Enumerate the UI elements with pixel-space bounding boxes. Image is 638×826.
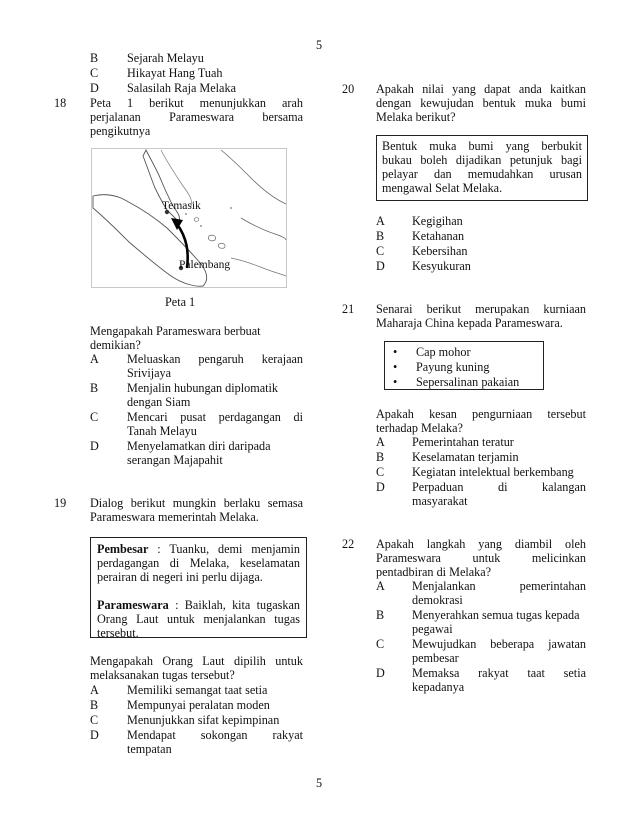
q22-number: 22 [342,537,355,551]
q20-box-line-4: mengawal Selat Melaka. [382,181,503,195]
q22-option-d-line-1: Memaksa rakyat taat setia [412,666,586,680]
q20-option-b-letter: B [376,229,385,243]
q21-list-item-1 [391,345,537,360]
q19-stem-line-1: Dialog berikut mungkin berlaku semasa [90,496,303,510]
q21-question-line-2: terhadap Melaka? [376,421,463,435]
q21-stem-line-2: Maharaja China kepada Parameswara. [376,316,563,330]
q18-option-c-letter: C [90,410,99,424]
q19-option-b-letter: B [90,698,99,712]
q22-stem-line-3: pentadbiran di Melaka? [376,565,492,579]
q18-option-d-letter: D [90,439,99,453]
q22-option-c-line-2: pembesar [412,651,459,665]
q18-stem-line-1: Peta 1 berikut menunjukkan arah [90,96,303,110]
q20-number: 20 [342,82,355,96]
q22-option-b-line-1: Menyerahkan semua tugas kepada [412,608,580,622]
q19-stem-line-2: Parameswara memerintah Melaka. [90,510,259,524]
bullet-1: • [393,345,398,359]
q18-option-a-line-1: Meluaskan pengaruh kerajaan [127,352,303,366]
q19-option-d-line-2: tempatan [127,742,172,756]
bullet-3: • [393,375,398,389]
q21-question [376,407,586,435]
q18-number: 18 [54,96,67,110]
q22-option-c [412,637,586,665]
q20-box-line-3: pelayar dan memudahkan urusan [382,167,582,181]
q18-option-a-letter: A [90,352,99,366]
peta-1-map [91,148,287,288]
q22-option-d [412,666,586,694]
q20-option-a-text: Kegigihan [412,214,463,228]
q19-dialog-line-4-rest: : Baiklah, kita tugaskan [168,598,300,612]
q19-dialog-box [90,537,307,638]
q21-option-d-line-1: Perpaduan di kalangan [412,480,586,494]
q22-option-a [412,579,586,607]
q20-option-c-letter: C [376,244,385,258]
q21-option-c-text: Kegiatan intelektual berkembang [412,465,574,479]
q18-option-c-line-2: Tanah Melayu [127,424,197,438]
q18-option-d-line-1: Menyelamatkan diri daripada [127,439,271,453]
q21-stem-line-1: Senarai berikut merupakan kurniaan [376,302,586,316]
q18-option-d [127,439,303,467]
q18-option-a-line-2: Srivijaya [127,366,172,380]
q19-dialog-line-4 [97,598,300,612]
q18-option-b-letter: B [90,381,99,395]
q20-option-a-letter: A [376,214,385,228]
q21-option-d [412,480,586,508]
page-number-bottom: 5 [315,776,323,790]
map-label-temasik: Temasik [162,200,201,212]
q20-stem-line-3: Melaka berikut? [376,110,456,124]
q21-question-line-1: Apakah kesan pengurniaan tersebut [376,407,586,421]
map-label-palembang: Palembang [179,259,231,271]
q19-number: 19 [54,496,67,510]
q18-option-d-line-2: serangan Majapahit [127,453,223,467]
q18-question-line-2: demikian? [90,338,141,352]
q22-option-d-line-2: kepadanya [412,680,465,694]
q21-list-item-2 [391,360,537,375]
q19-option-d-letter: D [90,728,99,742]
q18-question [90,324,303,352]
q20-option-c-text: Kebersihan [412,244,468,258]
q19-option-a-text: Memiliki semangat taat setia [127,683,268,697]
q18-option-b-line-2: dengan Siam [127,395,191,409]
bullet-2: • [393,360,398,374]
q21-list-item-1-text: Cap mohor [416,345,471,359]
speaker-pembesar: Pembesar [97,542,149,556]
q19-dialog-line-3: perairan di negeri ini perlu dijaga. [97,570,263,584]
q19-dialog-line-1 [97,542,300,556]
q21-list-item-3-text: Sepersalinan pakaian [416,375,520,389]
q19-dialog-line-2: perdagangan di Melaka, keselamatan [97,556,300,570]
q22-option-a-letter: A [376,579,385,593]
q21-option-b-letter: B [376,450,385,464]
q19-option-c-letter: C [90,713,99,727]
q21-list-item-3 [391,375,537,390]
q19-dialog-line-5: Orang Laut untuk menjalankan tugas [97,612,300,626]
page-number-top: 5 [315,38,323,52]
q19-option-b-text: Mempunyai peralatan moden [127,698,270,712]
q18-question-line-1: Mengapakah Parameswara berbuat [90,324,261,338]
map-caption: Peta 1 [165,295,196,309]
q19-option-a-letter: A [90,683,99,697]
q17-option-c-letter: C [90,66,99,80]
q22-option-a-line-2: demokrasi [412,593,463,607]
q18-stem [90,96,303,138]
q20-stem [376,82,586,124]
q18-stem-line-2: perjalanan Parameswara bersama [90,110,303,124]
q18-option-a [127,352,303,380]
q22-stem [376,537,586,579]
q19-question-line-1: Mengapakah Orang Laut dipilih untuk [90,654,303,668]
q18-option-c [127,410,303,438]
q22-option-a-line-1: Menjalankan pemerintahan [412,579,586,593]
q21-list-box [384,341,544,390]
q21-option-a-text: Pemerintahan teratur [412,435,514,449]
q18-option-b [127,381,303,409]
q18-option-b-line-1: Menjalin hubungan diplomatik [127,381,278,395]
q20-statement-box [376,135,588,201]
q20-option-d-text: Kesyukuran [412,259,471,273]
q21-option-a-letter: A [376,435,385,449]
q22-option-c-letter: C [376,637,385,651]
q17-option-b-text: Sejarah Melayu [127,51,204,65]
q17-option-c-text: Hikayat Hang Tuah [127,66,223,80]
q21-option-b-text: Keselamatan terjamin [412,450,519,464]
q22-option-b-line-2: pegawai [412,622,453,636]
q17-option-d-letter: D [90,81,99,95]
q17-option-d-text: Salasilah Raja Melaka [127,81,236,95]
q22-stem-line-2: Parameswara untuk melicinkan [376,551,586,565]
q20-stem-line-2: dengan kewujudan bentuk muka bumi [376,96,586,110]
q21-list-item-2-text: Payung kuning [416,360,490,374]
q19-question-line-2: melaksanakan tugas tersebut? [90,668,235,682]
q22-option-d-letter: D [376,666,385,680]
q17-option-b-letter: B [90,51,99,65]
speaker-parameswara: Parameswara [97,598,169,612]
q19-dialog-line-1-rest: : Tuanku, demi menjamin [148,542,300,556]
q21-option-d-line-2: masyarakat [412,494,468,508]
q18-stem-line-3: pengikutnya [90,124,151,138]
q21-stem [376,302,586,330]
q22-option-c-line-1: Mewujudkan beberapa jawatan [412,637,586,651]
q20-box-line-1: Bentuk muka bumi yang berbukit [382,139,582,153]
q20-option-b-text: Ketahanan [412,229,465,243]
q19-dialog-line-6: tersebut. [97,626,139,640]
q21-option-c-letter: C [376,465,385,479]
q20-stem-line-1: Apakah nilai yang dapat anda kaitkan [376,82,586,96]
q22-option-b-letter: B [376,608,385,622]
q20-option-d-letter: D [376,259,385,273]
q19-stem [90,496,303,524]
q22-option-b [412,608,586,636]
q19-option-d [127,728,303,756]
q22-stem-line-1: Apakah langkah yang diambil oleh [376,537,586,551]
q19-option-c-text: Menunjukkan sifat kepimpinan [127,713,280,727]
q18-option-c-line-1: Mencari pusat perdagangan di [127,410,303,424]
q19-question [90,654,303,682]
q19-option-d-line-1: Mendapat sokongan rakyat [127,728,303,742]
q20-box-line-2: bukau boleh dijadikan petunjuk bagi [382,153,582,167]
q21-option-d-letter: D [376,480,385,494]
q21-number: 21 [342,302,355,316]
